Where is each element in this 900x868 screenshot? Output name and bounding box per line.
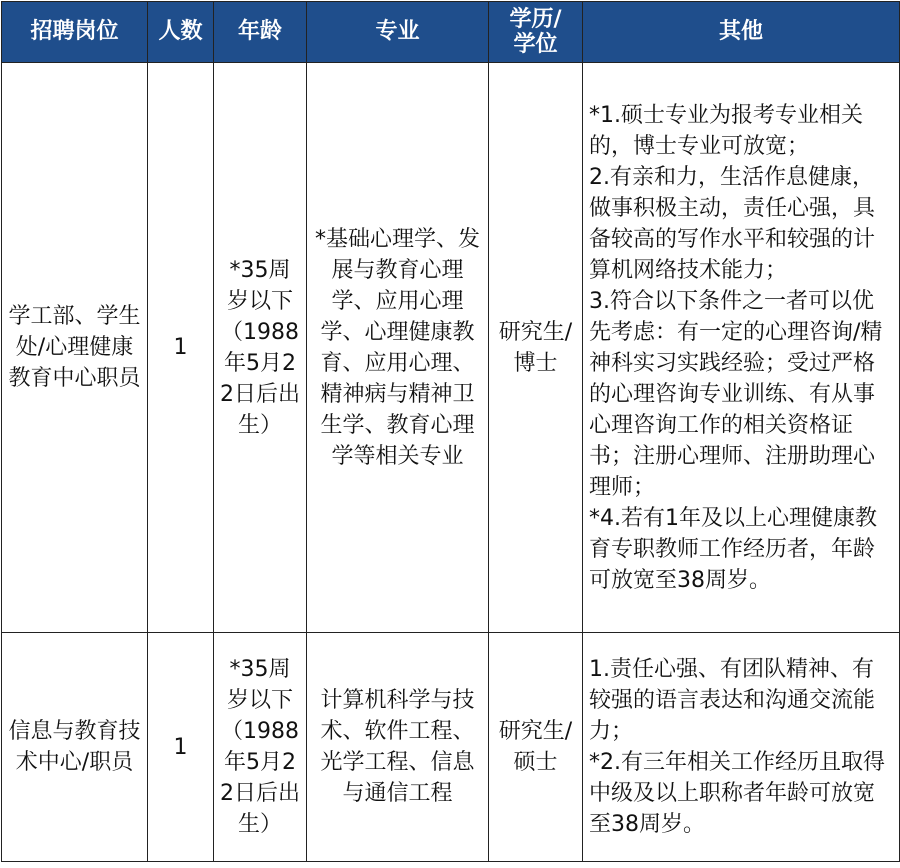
cell-age: *35周岁以下（1988年5月22日后出生） [214, 633, 307, 862]
cell-major: *基础心理学、发展与教育心理学、应用心理学、心理健康教育、应用心理、精神病与精神卫生学、教育心理学等相关专业 [307, 63, 489, 633]
cell-position: 学工部、学生处/心理健康教育中心职员 [2, 63, 148, 633]
table-row [2, 633, 900, 862]
cell-count: 1 [148, 63, 214, 633]
cell-degree: 研究生/博士 [489, 63, 583, 633]
table-row [2, 63, 900, 633]
cell-count: 1 [148, 633, 214, 862]
header-major: 专业 [307, 2, 489, 63]
header-other: 其他 [583, 2, 900, 63]
cell-other: 1.责任心强、有团队精神、有较强的语言表达和沟通交流能力； *2.有三年相关工作经历且取得中级及以上职称者年龄可放宽至38周岁。 [583, 633, 900, 862]
header-age: 年龄 [214, 2, 307, 63]
cell-other: *1.硕士专业为报考专业相关的，博士专业可放宽； 2.有亲和力，生活作息健康，做事积极主动，责任心强，具备较高的写作水平和较强的计算机网络技术能力； 3.符合以下条件之一者可以优先考虑：有一定的心理咨询/精神科实习实践经验；受过严格的心理咨询专业训练、有从事心理咨询工作的相关资格证书；注册心理师、注册助理心理师； *4.若有1年及以上心理健康教育专职教师工作经历者，年龄可放宽至38周岁。 [583, 63, 900, 633]
cell-degree: 研究生/硕士 [489, 633, 583, 862]
cell-position: 信息与教育技术中心/职员 [2, 633, 148, 862]
header-position: 招聘岗位 [2, 2, 148, 63]
cell-age: *35周岁以下（1988年5月22日后出生） [214, 63, 307, 633]
recruitment-document [0, 1, 900, 868]
table-header-row [2, 2, 900, 63]
header-degree: 学历/学位 [489, 2, 583, 63]
header-count: 人数 [148, 2, 214, 63]
recruitment-table [1, 1, 900, 862]
cell-major: 计算机科学与技术、软件工程、光学工程、信息与通信工程 [307, 633, 489, 862]
